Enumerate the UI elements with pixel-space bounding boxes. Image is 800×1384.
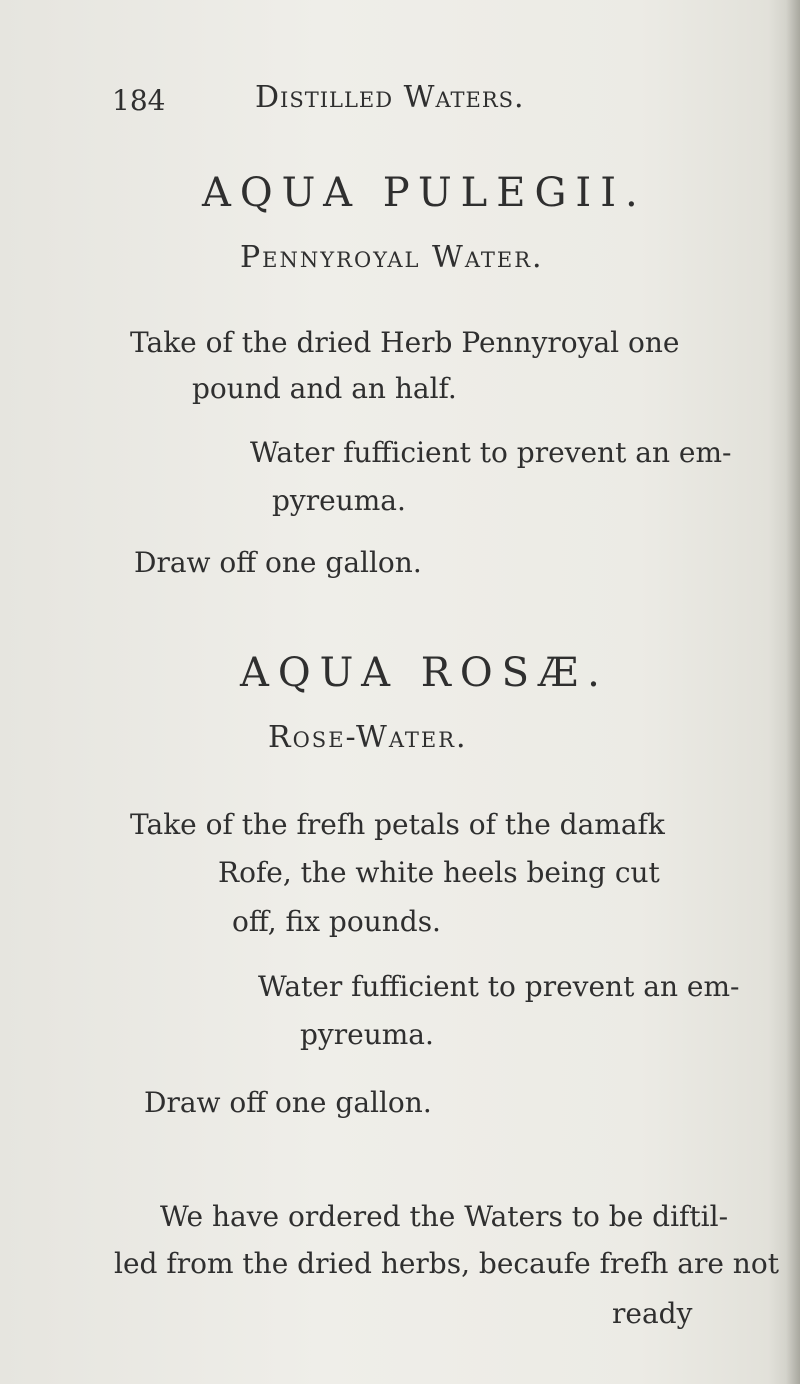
page-number: 184 (112, 84, 166, 117)
recipe-line: pyreuma. (300, 1018, 434, 1051)
section-latin-title: AQUA PULEGII. (202, 170, 647, 216)
section-english-title: Pennyroyal Water. (240, 240, 544, 275)
recipe-line: Draw off one gallon. (134, 546, 422, 579)
recipe-line: Draw off one gallon. (144, 1086, 432, 1119)
note-line: led from the dried herbs, becaufe frefh are not (114, 1247, 779, 1280)
recipe-line: Take of the frefh petals of the damafk (130, 808, 665, 841)
recipe-line: Water fufficient to prevent an em- (258, 970, 740, 1003)
recipe-line: pyreuma. (272, 484, 406, 517)
recipe-line: Water fufficient to prevent an em- (250, 436, 732, 469)
section-english-title: Rose-Water. (268, 720, 468, 755)
recipe-line: pound and an half. (192, 372, 457, 405)
page-edge-shadow (786, 0, 800, 1384)
recipe-line: Take of the dried Herb Pennyroyal one (130, 326, 680, 359)
catchword: ready (612, 1297, 693, 1330)
section-latin-title: AQUA ROSÆ. (240, 650, 609, 696)
note-line: We have ordered the Waters to be diftil- (160, 1200, 729, 1233)
recipe-line: Rofe, the white heels being cut (218, 856, 660, 889)
recipe-line: off, fix pounds. (232, 905, 441, 938)
running-title: Distilled Waters. (255, 80, 525, 115)
